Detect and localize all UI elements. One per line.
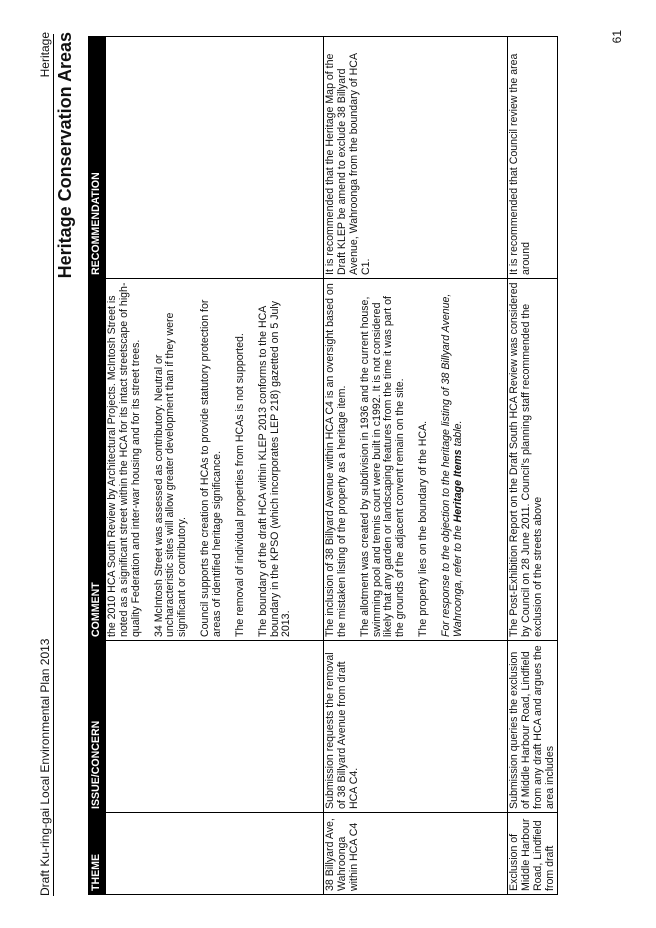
comment-paragraph: The property lies on the boundary of the HCA. [417,420,430,637]
recommendation-cell: It is recommended that the Heritage Map of the Draft KLEP be amend to exclude 38 Billyard Avenue, Wahroonga from the boundary of HCA C1. [324,37,508,279]
comment-cell [508,279,558,641]
comment-note [441,282,465,637]
column-header-comment: COMMENT [89,279,106,641]
table-row [508,37,558,895]
table-row [106,37,324,895]
recommendation-cell [106,37,324,279]
comment-paragraph: The Post-Exhibition Report on the Draft South HCA Review was considered by Council on 28 June 2011. Council's planning staff recommended the exclusion of the streets above [508,282,544,637]
theme-cell: 38 Billyard Ave, Wahroonga within HCA C4 [324,813,508,895]
note-suffix: table. [451,420,464,450]
table-row [324,37,508,895]
comment-paragraph: The inclusion of 38 Billyard Avenue within HCA C4 is an oversight based on the mistaken listing of the property as a heritage item. [324,283,348,637]
issue-cell [106,641,324,813]
theme-cell: Exclusion of Middle Harbour Road, Lindfield from draft [508,813,558,895]
issue-cell: Submission queries the exclusion of Middle Harbour Road, Lindfield from any draft HCA and argues the area includes [508,641,558,813]
comment-paragraph: The boundary of the draft HCA within KLEP 2013 conforms to the HCA boundary in the KPSO (which incorporates LEP 218) gazetted on 5 July 2013. [256,300,293,637]
page-title: Heritage Conservation Areas [55,32,75,279]
column-header-issue: ISSUE/CONCERN [89,641,106,813]
submissions-table [88,36,558,895]
page-number: 61 [610,30,624,44]
recommendation-cell: It is recommended that Council review the area around [508,37,558,279]
issue-cell: Submission requests the removal of 38 Billyard Avenue from draft HCA C4. [324,641,508,813]
column-header-recommendation: RECOMMENDATION [89,37,106,279]
header-rule [53,34,54,896]
comment-paragraph: 34 McIntosh Street was assessed as contributory. Neutral or uncharacteristic sites will allow greater development than if they were significant or contributory. [152,312,189,637]
comment-paragraph: The allotment was created by subdivision in 1936 and the current house, swimming pool and tennis court were built in c1992. It is not considered likely that any garden or landscaping features from the time it was part of the grounds of the adjacent convent remain on the site. [358,296,407,637]
document-header: Draft Ku-ring-gai Local Environmental Plan 2013 [38,638,52,896]
note-emphasis: Heritage Items [451,449,464,523]
theme-cell [106,813,324,895]
comment-paragraph: the 2010 HCA South Review by Architectural Projects. McIntosh Street is noted as a significant street within the HCA for its intact streetscape of high-quality Federation and inter-war housing and for its street trees. [106,282,142,637]
column-header-theme: THEME [89,813,106,895]
comment-cell [324,279,508,641]
comment-cell [106,279,324,641]
table-header-row [89,37,106,895]
comment-paragraph: The removal of individual properties from HCAs is not supported. [233,333,246,637]
comment-paragraph: Council supports the creation of HCAs to provide statutory protection for areas of identified heritage significance. [199,299,224,637]
note-prefix: For response to the objection to the heritage listing of 38 Billyard Avenue, Wahroonga, refer to the [440,293,464,637]
section-label: Heritage [38,32,52,78]
